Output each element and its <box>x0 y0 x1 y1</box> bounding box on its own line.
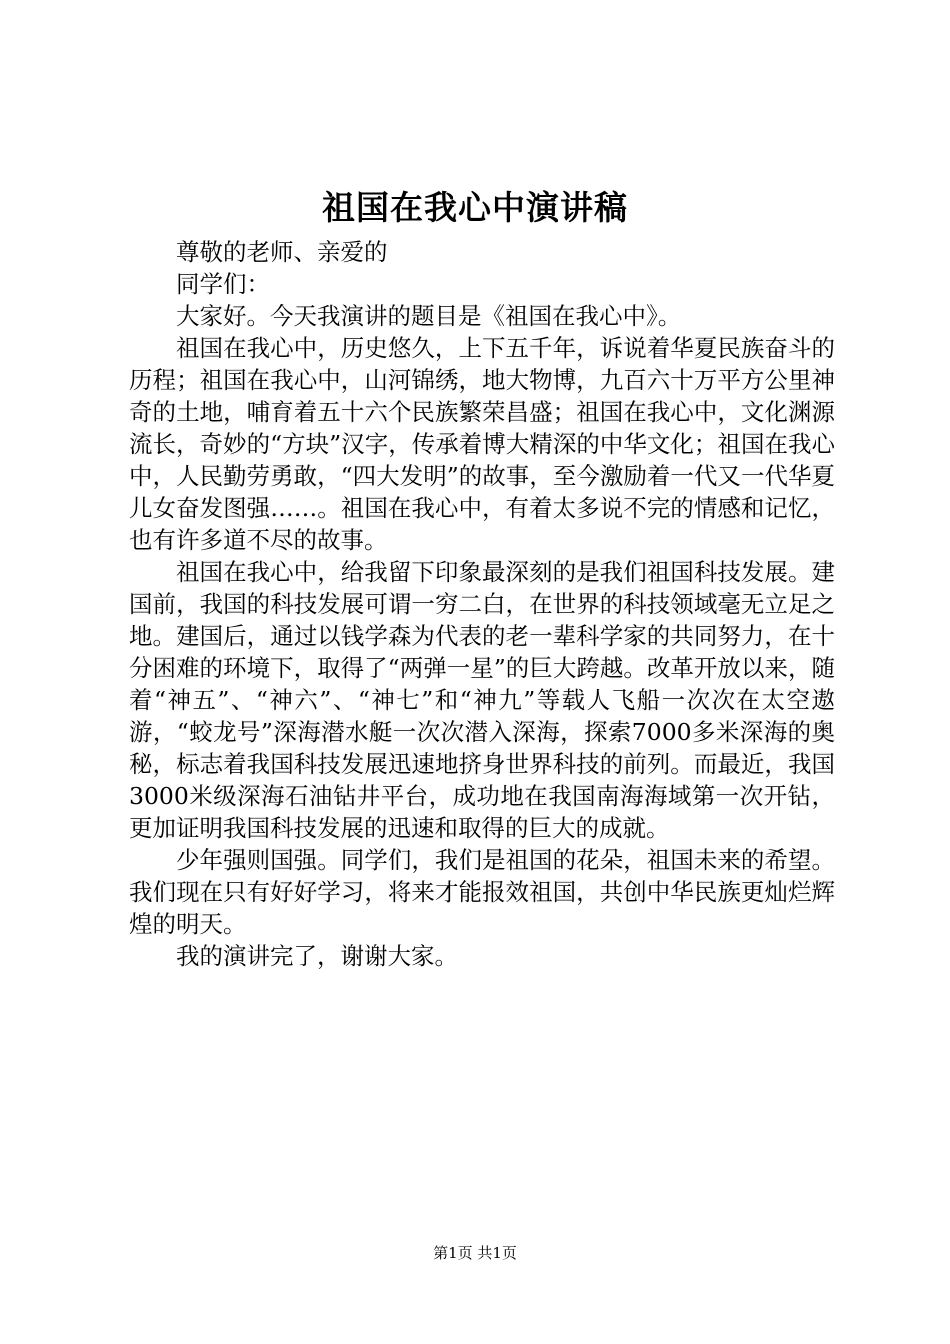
body-paragraph: 少年强则国强。同学们，我们是祖国的花朵，祖国未来的希望。我们现在只有好好学习，将来才能报效祖国，共创中华民族更灿烂辉煌的明天。 <box>129 846 835 938</box>
salutation-line-2: 同学们： <box>176 270 270 298</box>
body-paragraph: 祖国在我心中，给我留下印象最深刻的是我们祖国科技发展。建国前，我国的科技发展可谓一穷二白，在世界的科技领域毫无立足之地。建国后，通过以钱学森为代表的老一辈科学家的共同努力，在十分困难的环境下，取得了“两弹一星”的巨大跨越。改革开放以来，随着“神五”、“神六”、“神七”和“神九”等载人飞船一次次在太空遨游，“蛟龙号”深海潜水艇一次次潜入深海，探索7000多米深海的奥秘，标志着我国科技发展迅速地挤身世界科技的前列。而最近，我国3000米级深海石油钻井平台，成功地在我国南海海域第一次开钻，更加证明我国科技发展的迅速和取得的巨大的成就。 <box>129 558 835 842</box>
salutation-line-1: 尊敬的老师、亲爱的 <box>176 238 388 266</box>
document-body <box>129 236 835 972</box>
document-title: 祖国在我心中演讲稿 <box>322 188 628 227</box>
body-paragraph: 祖国在我心中，历史悠久，上下五千年，诉说着华夏民族奋斗的历程；祖国在我心中，山河锦绣，地大物博，九百六十万平方公里神奇的土地，哺育着五十六个民族繁荣昌盛；祖国在我心中，文化渊源流长，奇妙的“方块”汉字，传承着博大精深的中华文化；祖国在我心中，人民勤劳勇敢，“四大发明”的故事，至今激励着一代又一代华夏儿女奋发图强……。祖国在我心中，有着太多说不完的情感和记忆，也有许多道不尽的故事。 <box>129 334 835 554</box>
closing-paragraph: 我的演讲完了，谢谢大家。 <box>176 942 458 970</box>
page-footer: 第1页 共1页 <box>433 1244 517 1262</box>
greeting-paragraph: 大家好。今天我演讲的题目是《祖国在我心中》。 <box>176 302 682 330</box>
